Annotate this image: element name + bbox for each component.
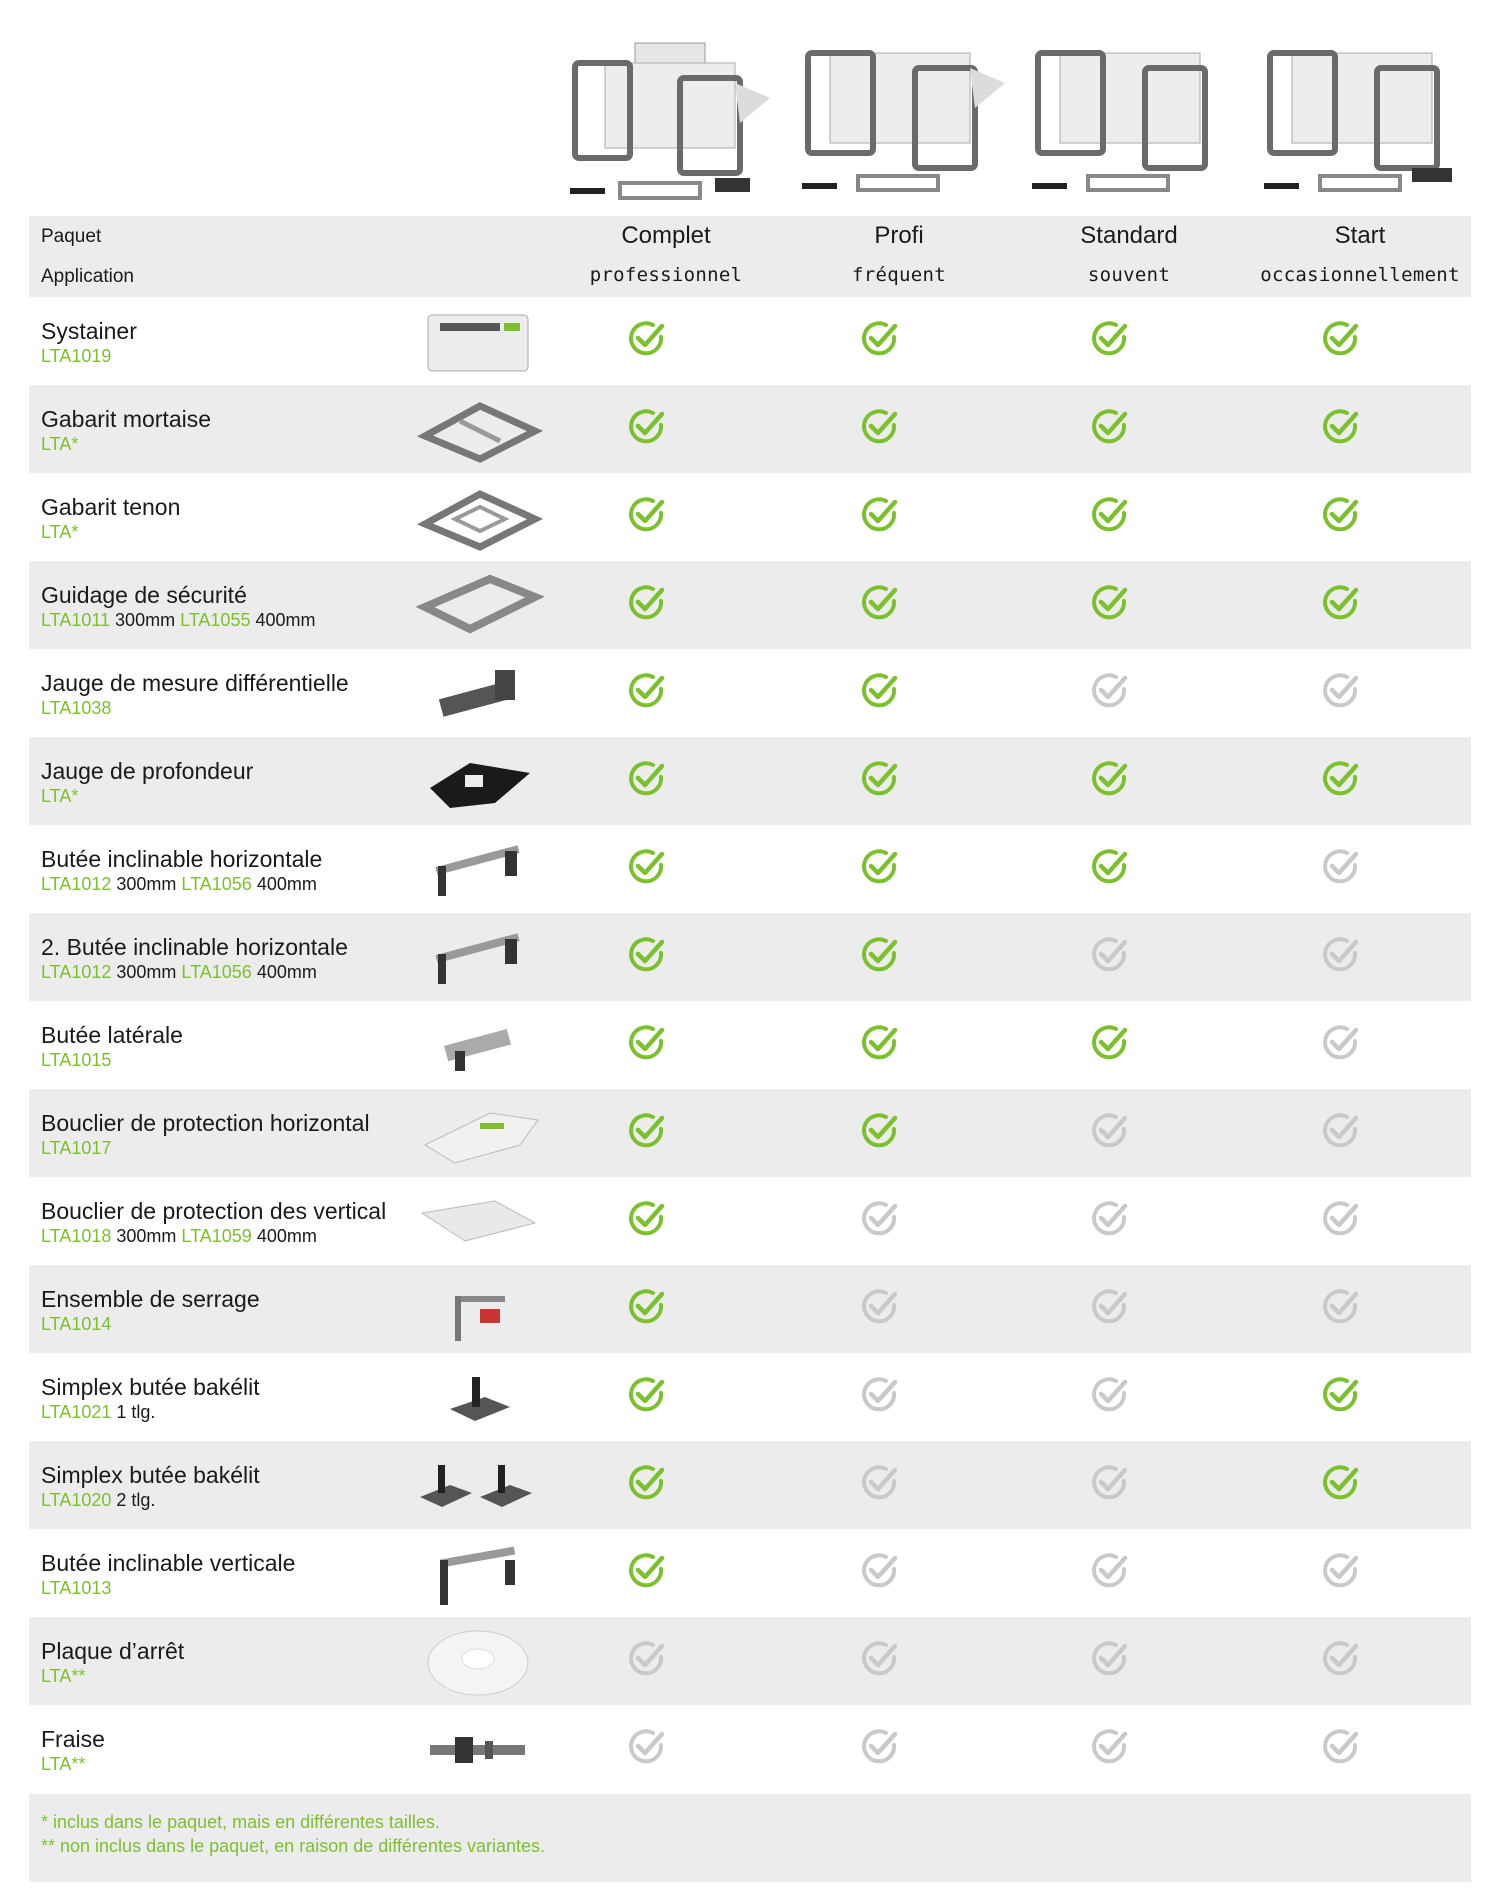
check-not-included-icon [1088,1109,1132,1153]
check-included-icon [858,581,902,625]
table-row [29,1353,1471,1441]
item-code [41,1138,111,1159]
check-included-icon [858,493,902,537]
check-included-icon [858,669,902,713]
article-number: LTA1012 [41,962,112,982]
check-included-icon [858,405,902,449]
check-not-included-icon [858,1285,902,1329]
package-images [0,0,1500,214]
article-number: LTA* [41,434,79,454]
item-name: Butée inclinable verticale [41,1550,296,1576]
check-not-included-icon [1319,1197,1363,1241]
package-name: Profi [874,222,924,249]
check-included-icon [1319,757,1363,801]
check-not-included-icon [858,1461,902,1505]
item-code [41,1578,111,1599]
article-number: LTA1011 [41,610,111,630]
check-not-included-icon [1088,1285,1132,1329]
check-not-included-icon [1319,933,1363,977]
check-included-icon [1088,757,1132,801]
check-included-icon [1319,493,1363,537]
article-number: LTA** [41,1666,86,1686]
table-row [29,913,1471,1001]
mortise-template-icon [410,391,546,467]
check-not-included-icon [1319,1725,1363,1769]
check-included-icon [858,757,902,801]
table-body [29,297,1471,1793]
item-code [41,610,316,631]
item-code [41,874,317,895]
item-name: Butée latérale [41,1022,183,1048]
item-code [41,698,111,719]
article-number: LTA** [41,1754,86,1774]
footnotes [29,1794,1471,1882]
footnote-double-star: ** non inclus dans le paquet, en raison de différentes variantes. [41,1836,545,1856]
table-header [29,216,1471,297]
article-number: LTA1012 [41,874,112,894]
size-text: 1 tlg. [111,1402,156,1422]
check-included-icon [858,317,902,361]
check-not-included-icon [1088,1197,1132,1241]
package-application: fréquent [852,264,946,286]
item-name: Butée inclinable horizontale [41,846,323,872]
check-included-icon [625,669,669,713]
item-code [41,1226,317,1247]
size-text: 300mm [111,874,182,894]
article-number: LTA1017 [41,1138,112,1158]
check-not-included-icon [1319,845,1363,889]
item-code [41,522,78,543]
check-not-included-icon [1088,1725,1132,1769]
article-number: LTA1021 [41,1402,112,1422]
article-number: LTA1059 [181,1226,252,1246]
item-code [41,346,111,367]
safety-guide-icon [410,567,546,643]
check-not-included-icon [858,1373,902,1417]
check-included-icon [625,757,669,801]
check-included-icon [625,933,669,977]
size-text: 300mm [111,1226,182,1246]
item-name: Fraise [41,1726,105,1752]
check-included-icon [625,405,669,449]
package-name: Standard [1080,222,1178,249]
check-included-icon [1088,493,1132,537]
package-application: professionnel [589,264,743,286]
check-included-icon [625,493,669,537]
article-number: LTA1056 [181,874,252,894]
article-number: LTA* [41,522,79,542]
check-included-icon [625,1549,669,1593]
check-included-icon [625,1109,669,1153]
item-name: Guidage de sécurité [41,582,247,608]
check-not-included-icon [1319,1285,1363,1329]
router-bit-icon [410,1711,546,1787]
check-included-icon [1088,581,1132,625]
check-included-icon [858,845,902,889]
depth-gauge-icon [410,743,546,819]
table-row [29,385,1471,473]
package-start-image [1262,28,1467,206]
horizontal-stop-icon [410,919,546,995]
check-included-icon [858,1021,902,1065]
package-complet-image [565,28,770,206]
size-text: 300mm [111,962,182,982]
check-not-included-icon [625,1637,669,1681]
check-not-included-icon [1319,669,1363,713]
check-not-included-icon [1319,1549,1363,1593]
package-name: Complet [621,222,711,249]
check-included-icon [1088,317,1132,361]
table-row [29,1001,1471,1089]
check-not-included-icon [858,1725,902,1769]
check-not-included-icon [1088,933,1132,977]
size-text: 300mm [110,610,181,630]
item-code [41,1314,111,1335]
article-number: LTA1015 [41,1050,112,1070]
check-included-icon [1319,581,1363,625]
tenon-template-icon [410,479,546,555]
check-included-icon [625,1373,669,1417]
check-included-icon [1319,1373,1363,1417]
item-name: Ensemble de serrage [41,1286,260,1312]
table-row [29,561,1471,649]
check-not-included-icon [1088,669,1132,713]
article-number: LTA1020 [41,1490,112,1510]
horizontal-shield-icon [410,1095,546,1171]
package-standard-image [1030,28,1235,206]
check-included-icon [1088,405,1132,449]
size-text: 400mm [250,610,316,630]
item-name: Jauge de mesure différentielle [41,670,349,696]
item-name: Systainer [41,318,137,344]
table-row [29,1617,1471,1705]
check-included-icon [625,1021,669,1065]
item-code [41,1050,111,1071]
article-number: LTA1056 [181,962,252,982]
item-code [41,434,78,455]
table-row [29,1705,1471,1793]
package-application: souvent [1087,264,1171,286]
table-row [29,1265,1471,1353]
table-row [29,473,1471,561]
article-number: LTA1019 [41,346,112,366]
item-name: Simplex butée bakélit [41,1462,260,1488]
table-row [29,1441,1471,1529]
table-row [29,1177,1471,1265]
article-number: LTA* [41,786,79,806]
check-included-icon [1088,845,1132,889]
item-name: Plaque d’arrêt [41,1638,185,1664]
item-name: Jauge de profondeur [41,758,254,784]
size-text: 400mm [251,1226,317,1246]
item-name: Bouclier de protection des vertical [41,1198,387,1224]
vertical-shield-icon [410,1183,546,1259]
check-included-icon [1088,1021,1132,1065]
bakelite-stop-double-icon [410,1447,546,1523]
check-not-included-icon [858,1197,902,1241]
check-not-included-icon [858,1637,902,1681]
check-not-included-icon [1319,1021,1363,1065]
footnote-single-star: * inclus dans le paquet, mais en différentes tailles. [41,1812,440,1832]
check-included-icon [858,1109,902,1153]
article-number: LTA1038 [41,698,112,718]
check-included-icon [1319,317,1363,361]
check-not-included-icon [1319,1637,1363,1681]
stop-plate-icon [410,1623,546,1699]
size-text: 2 tlg. [111,1490,156,1510]
check-included-icon [625,581,669,625]
paquet-label: Paquet [41,226,102,247]
check-not-included-icon [625,1725,669,1769]
article-number: LTA1014 [41,1314,112,1334]
application-label: Application [41,266,134,287]
table-row [29,825,1471,913]
check-not-included-icon [1088,1461,1132,1505]
article-number: LTA1013 [41,1578,112,1598]
check-included-icon [625,1197,669,1241]
item-name: 2. Butée inclinable horizontale [41,934,348,960]
vertical-stop-icon [410,1535,546,1611]
item-code [41,962,317,983]
check-not-included-icon [1319,1109,1363,1153]
item-code [41,1402,155,1423]
article-number: LTA1055 [180,610,251,630]
comparison-table [29,216,1471,1793]
check-included-icon [625,317,669,361]
check-not-included-icon [1088,1373,1132,1417]
item-code [41,1490,155,1511]
table-row [29,297,1471,385]
table-row [29,649,1471,737]
table-row [29,1529,1471,1617]
check-not-included-icon [1088,1549,1132,1593]
horizontal-stop-icon [410,831,546,907]
check-included-icon [625,1461,669,1505]
package-profi-image [800,28,1005,206]
check-included-icon [625,845,669,889]
item-name: Gabarit mortaise [41,406,212,432]
table-row [29,737,1471,825]
check-included-icon [625,1285,669,1329]
package-name: Start [1334,222,1386,249]
check-not-included-icon [1088,1637,1132,1681]
article-number: LTA1018 [41,1226,112,1246]
differential-gauge-icon [410,655,546,731]
systainer-case-icon [410,303,546,379]
item-name: Bouclier de protection horizontal [41,1110,370,1136]
item-code [41,1754,85,1775]
item-name: Simplex butée bakélit [41,1374,260,1400]
size-text: 400mm [251,962,317,982]
package-application: occasionnellement [1260,264,1460,286]
check-included-icon [858,933,902,977]
table-row [29,1089,1471,1177]
item-code [41,786,78,807]
bakelite-stop-single-icon [410,1359,546,1435]
side-stop-icon [410,1007,546,1083]
item-code [41,1666,85,1687]
clamp-set-icon [410,1271,546,1347]
check-included-icon [1319,1461,1363,1505]
size-text: 400mm [251,874,317,894]
item-name: Gabarit tenon [41,494,181,520]
check-not-included-icon [858,1549,902,1593]
check-included-icon [1319,405,1363,449]
